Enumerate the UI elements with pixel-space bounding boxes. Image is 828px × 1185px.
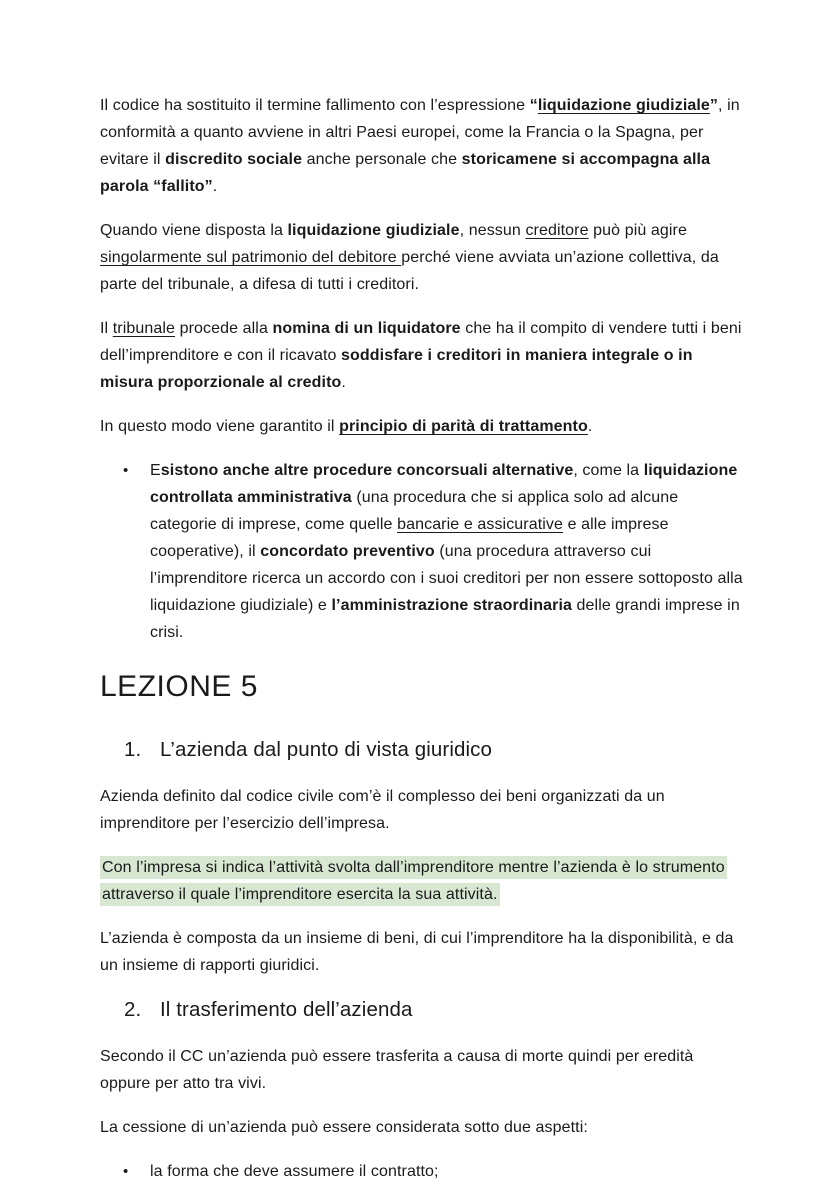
paragraph-azienda-composizione: L’azienda è composta da un insieme di beni, di cui l’imprenditore ha la disponibilità, e da un insieme di rapporti giuridici. <box>100 930 734 974</box>
list-item <box>123 1158 746 1185</box>
bullet-icon: • <box>123 1163 129 1180</box>
list-item-text: la forma che deve assumere il contratto; <box>150 1163 439 1180</box>
section-title: Il trasferimento dell’azienda <box>160 998 413 1021</box>
paragraph-parita-trattamento: In questo modo viene garantito il principio di parità di trattamento. <box>100 418 593 435</box>
page-title-lezione-5: LEZIONE 5 <box>100 670 258 703</box>
list-item <box>123 457 746 646</box>
bullet-icon: • <box>123 462 129 479</box>
section-heading-trasferimento-azienda <box>100 996 746 1023</box>
section-number: 2. <box>124 998 142 1021</box>
document-body <box>100 92 746 1185</box>
paragraph-cessione-aspetti: La cessione di un’azienda può essere considerata sotto due aspetti: <box>100 1119 588 1136</box>
paragraph-trasferimento-modi: Secondo il CC un’azienda può essere trasferita a causa di morte quindi per eredità oppure per atto tra vivi. <box>100 1048 694 1092</box>
paragraph-liquidazione-giudiziale: Il codice ha sostituito il termine fallimento con l’espressione “liquidazione giudiziale”, in conformità a quanto avviene in altri Paesi europei, come la Francia o la Spagna, per evitare il discredito sociale anche personale che storicamene si accompagna alla parola “fallito”. <box>100 97 740 195</box>
highlighted-paragraph-impresa-azienda: Con l’impresa si indica l’attività svolta dall’imprenditore mentre l’azienda è lo strumento attraverso il quale l’imprenditore esercita la sua attività. <box>100 854 746 908</box>
section-title: L’azienda dal punto di vista giuridico <box>160 738 493 761</box>
paragraph-nomina-liquidatore: Il tribunale procede alla nomina di un liquidatore che ha il compito di vendere tutti i beni dell’imprenditore e con il ricavato soddisfare i creditori in maniera integrale o in misura proporzionale al credito. <box>100 320 742 391</box>
paragraph-azione-collettiva: Quando viene disposta la liquidazione giudiziale, nessun creditore può più agire singolarmente sul patrimonio del debitore perché viene avviata un’azione collettiva, da parte del tribunale, a difesa di tutti i creditori. <box>100 222 719 293</box>
section-heading-azienda-giuridico <box>100 736 746 763</box>
list-item-text: Esistono anche altre procedure concorsuali alternative, come la liquidazione controllata amministrativa (una procedura che si applica solo ad alcune categorie di imprese, come quelle bancarie e assicurative e alle imprese cooperative), il concordato preventivo (una procedura attraverso cui l’imprenditore ricerca un accordo con i suoi creditori per non essere sottoposto alla liquidazione giudiziale) e l’amministrazione straordinaria delle grandi imprese in crisi. <box>150 462 743 641</box>
bullet-list-procedure-alternative <box>100 457 746 646</box>
paragraph-azienda-definizione: Azienda definito dal codice civile com’è il complesso dei beni organizzati da un imprenditore per l’esercizio dell’impresa. <box>100 788 665 832</box>
section-number: 1. <box>124 738 142 761</box>
bullet-list-aspetti-cessione <box>100 1158 746 1185</box>
